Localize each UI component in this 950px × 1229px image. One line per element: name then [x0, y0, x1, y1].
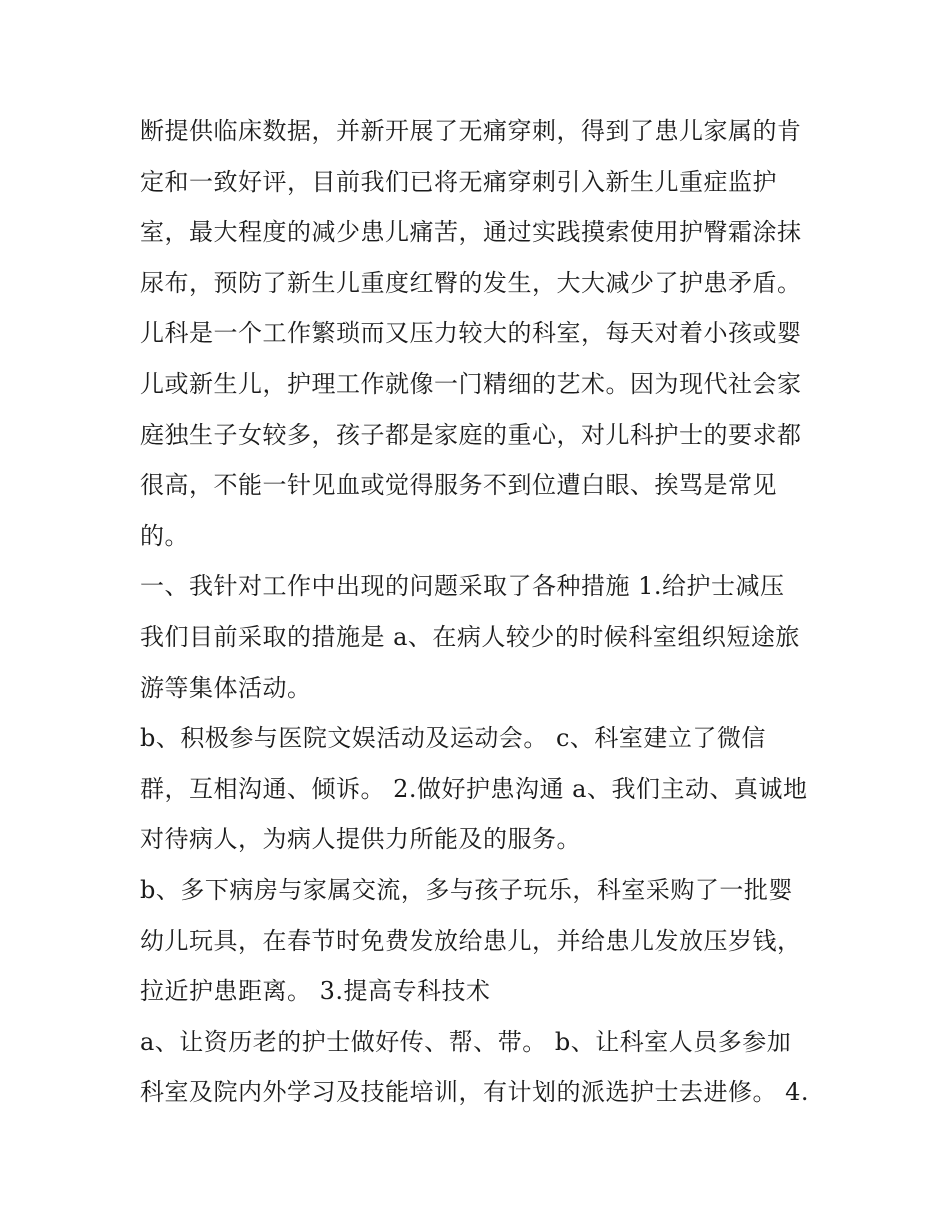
text-line: 幼儿玩具，在春节时免费发放给患儿，并给患儿发放压岁钱， — [140, 926, 802, 955]
text-line: 群，互相沟通、倾诉。 2.做好护患沟通 a、我们主动、真诚地 — [140, 774, 808, 803]
text-line: 科室及院内外学习及技能培训，有计划的派选护士去进修。 4. — [140, 1078, 810, 1107]
text-line: 室，最大程度的减少患儿痛苦，通过实践摸索使用护臀霜涂抹 — [140, 218, 802, 247]
text-line: 的。 — [140, 521, 189, 550]
text-line: b、积极参与医院文娱活动及运动会。 c、科室建立了微信 — [140, 724, 766, 753]
text-line: 断提供临床数据，并新开展了无痛穿刺，得到了患儿家属的肯 — [140, 117, 802, 145]
text-line: 对待病人，为病人提供力所能及的服务。 — [140, 825, 581, 854]
text-line: 游等集体活动。 — [140, 673, 312, 702]
text-line: 庭独生子女较多，孩子都是家庭的重心，对儿科护士的要求都 — [140, 420, 802, 449]
text-line: 很高，不能一针见血或觉得服务不到位遭白眼、挨骂是常见 — [140, 471, 777, 500]
body-text — [140, 106, 840, 1118]
text-line: 儿科是一个工作繁琐而又压力较大的科室，每天对着小孩或婴 — [140, 319, 802, 348]
text-line: 儿或新生儿，护理工作就像一门精细的艺术。因为现代社会家 — [140, 369, 802, 398]
text-line: 我们目前采取的措施是 a、在病人较少的时候科室组织短途旅 — [140, 622, 800, 651]
text-line: 定和一致好评，目前我们已将无痛穿刺引入新生儿重症监护 — [140, 167, 777, 196]
text-line: 拉近护患距离。 3.提高专科技术 — [140, 977, 491, 1006]
text-line: b、多下病房与家属交流，多与孩子玩乐，科室采购了一批婴 — [140, 875, 793, 904]
text-line: 尿布，预防了新生儿重度红臀的发生，大大减少了护患矛盾。 — [140, 268, 802, 297]
text-line: a、让资历老的护士做好传、帮、带。 b、让科室人员多参加 — [140, 1027, 792, 1056]
text-line: 一、我针对工作中出现的问题采取了各种措施 1.给护士减压 — [140, 572, 785, 601]
